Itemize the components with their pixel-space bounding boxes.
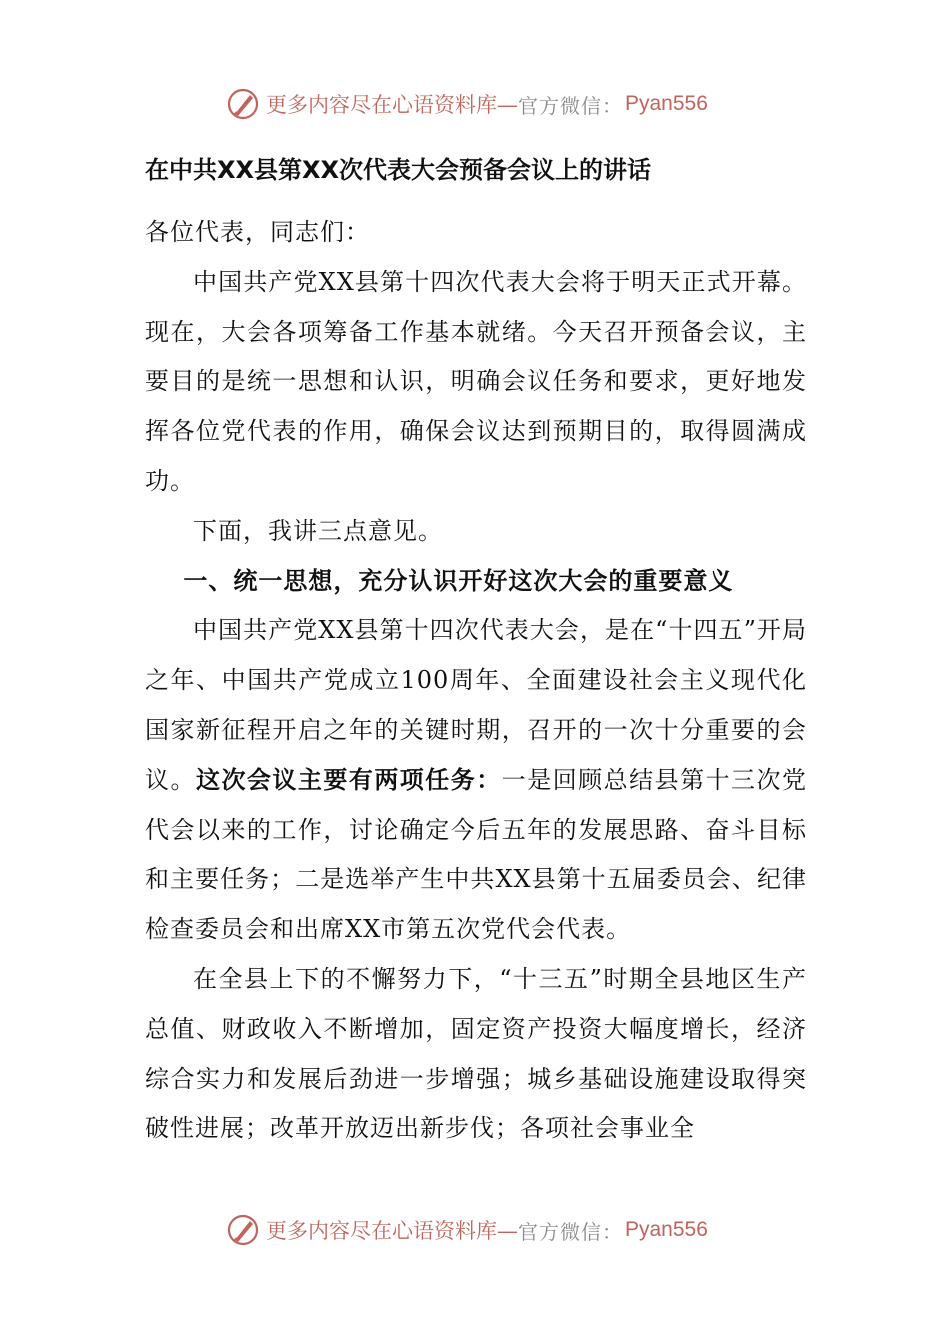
watermark-lead-text: 更多内容尽在心语资料库—	[266, 93, 518, 117]
watermark-wechat-id: Pyan556	[625, 92, 708, 115]
quill-pen-logo-icon	[226, 1213, 260, 1247]
paragraph-achievements: 在全县上下的不懈努力下，“十三五”时期全县地区生产总值、财政收入不断增加，固定资产投资大幅度增长，经济综合实力和发展后劲进一步增强；城乡基础设施建设取得突破性进展；改革开放迈出新步伐；各项社会事业全	[145, 964, 807, 1143]
paragraph-outline: 下面，我讲三点意见。	[193, 516, 443, 545]
section-heading-1: 一、统一思想，充分认识开好这次大会的重要意义	[183, 566, 734, 595]
watermark-wechat-id: Pyan556	[625, 1218, 708, 1241]
watermark-wechat-label: 官方微信：	[518, 1219, 623, 1244]
watermark-wechat-label: 官方微信：	[518, 93, 623, 118]
header-watermark	[226, 86, 708, 122]
paragraph-significance	[145, 606, 807, 955]
salutation: 各位代表，同志们：	[145, 218, 370, 246]
quill-pen-logo-icon	[226, 87, 260, 121]
footer-watermark	[226, 1212, 708, 1248]
watermark-lead-text: 更多内容尽在心语资料库—	[266, 1219, 518, 1243]
paragraph-significance-text: 中国共产党XX县第十四次代表大会，是在“十四五”开局之年、中国共产党成立100周年、全面建设社会主义现代化国家新征程开启之年的关键时期，召开的一次十分重要的会议。	[145, 616, 807, 794]
paragraph-intro: 中国共产党XX县第十四次代表大会将于明天正式开幕。现在，大会各项筹备工作基本就绪。今天召开预备会议，主要目的是统一思想和认识，明确会议任务和要求，更好地发挥各位党代表的作用，确保会议达到预期目的，取得圆满成功。	[145, 267, 807, 495]
document-title: 在中共XX县第XX次代表大会预备会议上的讲话	[145, 156, 652, 184]
document-body	[145, 208, 807, 1154]
paragraph-significance-tasks: 一是回顾总结县第十三次党代会以来的工作，讨论确定今后五年的发展思路、奋斗目标和主要任务；二是选举产生中共XX县第十五届委员会、纪律检查委员会和出席XX市第五次党代会代表。	[145, 765, 808, 944]
paragraph-significance-emphasis: 这次会议主要有两项任务：	[195, 765, 502, 794]
